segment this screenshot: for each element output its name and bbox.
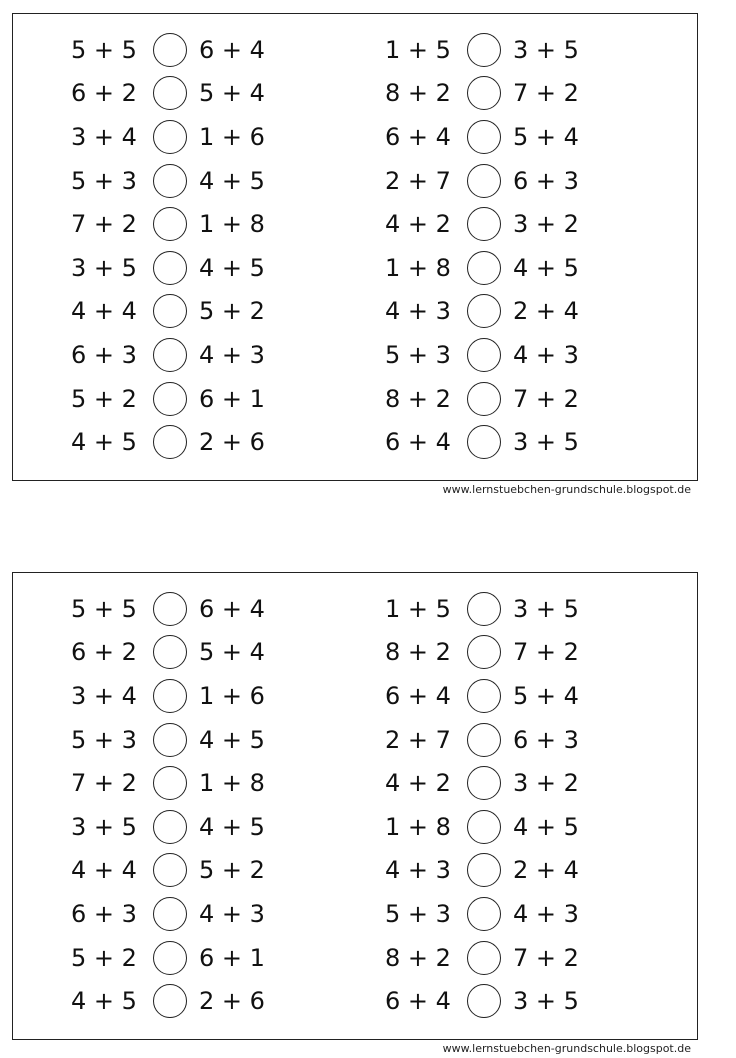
left-expression: 1 + 5 (385, 35, 451, 64)
left-expression: 5 + 2 (71, 384, 137, 413)
worksheet-1 (12, 13, 698, 481)
left-expression: 8 + 2 (385, 384, 451, 413)
comparison-row (385, 631, 605, 675)
comparison-circle[interactable] (467, 941, 501, 975)
comparison-circle[interactable] (153, 635, 187, 669)
left-expression: 8 + 2 (385, 943, 451, 972)
right-expression: 7 + 2 (513, 79, 579, 108)
comparison-circle[interactable] (467, 897, 501, 931)
left-expression: 8 + 2 (385, 79, 451, 108)
right-expression: 4 + 3 (199, 899, 265, 928)
right-expression: 5 + 4 (513, 122, 579, 151)
comparison-circle[interactable] (153, 425, 187, 459)
left-expression: 3 + 5 (71, 812, 137, 841)
right-expression: 3 + 5 (513, 35, 579, 64)
left-expression: 7 + 2 (71, 769, 137, 798)
comparison-row (385, 979, 605, 1023)
right-expression: 4 + 5 (199, 725, 265, 754)
comparison-row (385, 761, 605, 805)
right-expression: 6 + 4 (199, 35, 265, 64)
comparison-row (71, 202, 291, 246)
left-expression: 5 + 3 (71, 725, 137, 754)
comparison-circle[interactable] (153, 294, 187, 328)
right-expression: 4 + 5 (199, 166, 265, 195)
comparison-circle[interactable] (153, 251, 187, 285)
left-expression: 2 + 7 (385, 166, 451, 195)
left-expression: 6 + 4 (385, 122, 451, 151)
comparison-circle[interactable] (467, 120, 501, 154)
comparison-circle[interactable] (153, 679, 187, 713)
left-column (71, 28, 291, 464)
right-column (385, 587, 605, 1023)
left-expression: 4 + 4 (71, 856, 137, 885)
comparison-circle[interactable] (153, 207, 187, 241)
left-expression: 5 + 5 (71, 35, 137, 64)
left-expression: 5 + 5 (71, 594, 137, 623)
right-expression: 4 + 5 (513, 812, 579, 841)
right-expression: 6 + 1 (199, 384, 265, 413)
right-expression: 5 + 2 (199, 856, 265, 885)
comparison-circle[interactable] (467, 382, 501, 416)
comparison-circle[interactable] (467, 592, 501, 626)
right-expression: 2 + 4 (513, 297, 579, 326)
left-expression: 8 + 2 (385, 638, 451, 667)
right-expression: 1 + 6 (199, 122, 265, 151)
right-expression: 1 + 8 (199, 769, 265, 798)
right-expression: 4 + 5 (199, 253, 265, 282)
comparison-row (385, 377, 605, 421)
comparison-circle[interactable] (153, 592, 187, 626)
comparison-circle[interactable] (467, 294, 501, 328)
left-expression: 6 + 2 (71, 79, 137, 108)
right-expression: 5 + 4 (199, 79, 265, 108)
comparison-row (71, 377, 291, 421)
comparison-row (385, 936, 605, 980)
right-expression: 5 + 4 (513, 681, 579, 710)
left-expression: 3 + 5 (71, 253, 137, 282)
comparison-circle[interactable] (153, 382, 187, 416)
comparison-circle[interactable] (467, 679, 501, 713)
comparison-row (385, 72, 605, 116)
comparison-row (385, 115, 605, 159)
left-expression: 4 + 5 (71, 987, 137, 1016)
comparison-row (385, 28, 605, 72)
comparison-row (71, 979, 291, 1023)
comparison-circle[interactable] (153, 853, 187, 887)
right-expression: 4 + 3 (513, 340, 579, 369)
comparison-row (71, 936, 291, 980)
right-expression: 7 + 2 (513, 638, 579, 667)
left-expression: 5 + 3 (385, 899, 451, 928)
comparison-circle[interactable] (467, 984, 501, 1018)
left-expression: 4 + 2 (385, 210, 451, 239)
comparison-circle[interactable] (153, 897, 187, 931)
right-expression: 6 + 3 (513, 166, 579, 195)
worksheet-2 (12, 572, 698, 1040)
comparison-row (385, 587, 605, 631)
right-expression: 7 + 2 (513, 943, 579, 972)
comparison-circle[interactable] (153, 120, 187, 154)
comparison-row (385, 420, 605, 464)
right-expression: 2 + 6 (199, 987, 265, 1016)
left-expression: 2 + 7 (385, 725, 451, 754)
comparison-circle[interactable] (467, 76, 501, 110)
left-expression: 6 + 3 (71, 340, 137, 369)
left-expression: 4 + 5 (71, 428, 137, 457)
right-expression: 4 + 5 (199, 812, 265, 841)
right-expression: 3 + 5 (513, 987, 579, 1016)
comparison-row (71, 674, 291, 718)
comparison-circle[interactable] (153, 810, 187, 844)
comparison-row (71, 28, 291, 72)
right-expression: 5 + 4 (199, 638, 265, 667)
left-expression: 4 + 2 (385, 769, 451, 798)
right-expression: 5 + 2 (199, 297, 265, 326)
left-expression: 3 + 4 (71, 681, 137, 710)
comparison-row (71, 718, 291, 762)
comparison-row (71, 892, 291, 936)
comparison-row (71, 333, 291, 377)
comparison-circle[interactable] (467, 635, 501, 669)
right-expression: 3 + 5 (513, 428, 579, 457)
right-expression: 4 + 3 (513, 899, 579, 928)
comparison-row (71, 587, 291, 631)
comparison-circle[interactable] (467, 766, 501, 800)
right-expression: 7 + 2 (513, 384, 579, 413)
comparison-circle[interactable] (153, 766, 187, 800)
right-expression: 2 + 6 (199, 428, 265, 457)
comparison-row (385, 674, 605, 718)
comparison-row (71, 761, 291, 805)
comparison-circle[interactable] (153, 723, 187, 757)
right-expression: 3 + 2 (513, 769, 579, 798)
comparison-row (385, 333, 605, 377)
comparison-circle[interactable] (467, 207, 501, 241)
comparison-row (71, 420, 291, 464)
comparison-circle[interactable] (153, 33, 187, 67)
left-expression: 1 + 8 (385, 253, 451, 282)
comparison-circle[interactable] (467, 723, 501, 757)
right-expression: 6 + 1 (199, 943, 265, 972)
right-expression: 4 + 3 (199, 340, 265, 369)
comparison-circle[interactable] (467, 810, 501, 844)
left-expression: 3 + 4 (71, 122, 137, 151)
comparison-circle[interactable] (153, 76, 187, 110)
comparison-row (385, 246, 605, 290)
comparison-row (71, 290, 291, 334)
comparison-row (385, 849, 605, 893)
comparison-row (71, 115, 291, 159)
comparison-circle[interactable] (467, 853, 501, 887)
right-expression: 3 + 2 (513, 210, 579, 239)
left-expression: 6 + 4 (385, 987, 451, 1016)
footer-url: www.lernstuebchen-grundschule.blogspot.de (442, 1042, 691, 1055)
left-expression: 4 + 3 (385, 856, 451, 885)
right-expression: 1 + 8 (199, 210, 265, 239)
comparison-row (71, 72, 291, 116)
comparison-row (71, 159, 291, 203)
right-column (385, 28, 605, 464)
left-expression: 5 + 3 (385, 340, 451, 369)
comparison-circle[interactable] (467, 425, 501, 459)
left-expression: 6 + 4 (385, 681, 451, 710)
comparison-circle[interactable] (467, 338, 501, 372)
left-expression: 6 + 3 (71, 899, 137, 928)
comparison-circle[interactable] (153, 941, 187, 975)
left-expression: 6 + 2 (71, 638, 137, 667)
comparison-row (71, 631, 291, 675)
comparison-circle[interactable] (467, 33, 501, 67)
comparison-row (385, 290, 605, 334)
right-expression: 2 + 4 (513, 856, 579, 885)
left-column (71, 587, 291, 1023)
comparison-row (385, 892, 605, 936)
comparison-row (385, 202, 605, 246)
comparison-row (71, 805, 291, 849)
left-expression: 5 + 3 (71, 166, 137, 195)
comparison-row (71, 849, 291, 893)
comparison-row (71, 246, 291, 290)
comparison-row (385, 805, 605, 849)
right-expression: 6 + 4 (199, 594, 265, 623)
comparison-row (385, 718, 605, 762)
left-expression: 5 + 2 (71, 943, 137, 972)
left-expression: 4 + 3 (385, 297, 451, 326)
left-expression: 1 + 5 (385, 594, 451, 623)
right-expression: 4 + 5 (513, 253, 579, 282)
footer-url: www.lernstuebchen-grundschule.blogspot.de (442, 483, 691, 496)
left-expression: 7 + 2 (71, 210, 137, 239)
comparison-circle[interactable] (467, 251, 501, 285)
comparison-row (385, 159, 605, 203)
left-expression: 1 + 8 (385, 812, 451, 841)
right-expression: 1 + 6 (199, 681, 265, 710)
comparison-circle[interactable] (153, 984, 187, 1018)
comparison-circle[interactable] (467, 164, 501, 198)
right-expression: 3 + 5 (513, 594, 579, 623)
left-expression: 6 + 4 (385, 428, 451, 457)
right-expression: 6 + 3 (513, 725, 579, 754)
comparison-circle[interactable] (153, 338, 187, 372)
left-expression: 4 + 4 (71, 297, 137, 326)
comparison-circle[interactable] (153, 164, 187, 198)
